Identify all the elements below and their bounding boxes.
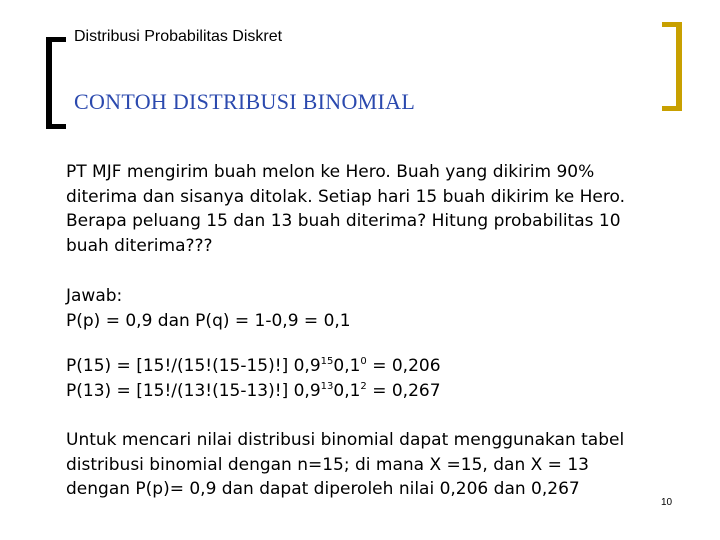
problem-line: PT MJF mengirim buah melon ke Hero. Buah yang dikirim 90% bbox=[66, 162, 595, 182]
formula-1: P(15) = [15!/(15!(15-15)!] $0,9^{15}0,1^0 = 0,206$ bbox=[66, 356, 441, 376]
answer-label: Jawab: bbox=[66, 286, 123, 306]
answer-block bbox=[66, 284, 351, 333]
answer-line: P(p) = 0,9 dan P(q) = 1-0,9 = 0,1 bbox=[66, 310, 351, 331]
conclusion-line: Untuk mencari nilai distribusi binomial dapat menggunakan tabel bbox=[66, 430, 625, 450]
problem-line: Berapa peluang 15 dan 13 buah diterima? Hitung probabilitas 10 bbox=[66, 211, 621, 231]
slide-header: Distribusi Probabilitas Diskret bbox=[74, 28, 283, 45]
problem-statement bbox=[66, 160, 625, 258]
slide-title: CONTOH DISTRIBUSI BINOMIAL bbox=[74, 89, 416, 114]
problem-line: buah diterima??? bbox=[66, 235, 213, 256]
conclusion-block bbox=[66, 428, 624, 502]
formula-block bbox=[66, 354, 441, 403]
conclusion-line: dengan P(p)= 0,9 dan dapat diperoleh nilai 0,206 dan 0,267 bbox=[66, 479, 580, 499]
page-number: 10 bbox=[661, 497, 673, 508]
formula-2: P(13) = [15!/(13!(15-13)!] $0,9^{13}0,1^2 = 0,267$ bbox=[66, 380, 441, 401]
conclusion-line: distribusi binomial dengan n=15; di mana X =15, dan X = 13 bbox=[66, 454, 589, 475]
problem-line: diterima dan sisanya ditolak. Setiap hari 15 buah dikirim ke Hero. bbox=[66, 186, 625, 207]
